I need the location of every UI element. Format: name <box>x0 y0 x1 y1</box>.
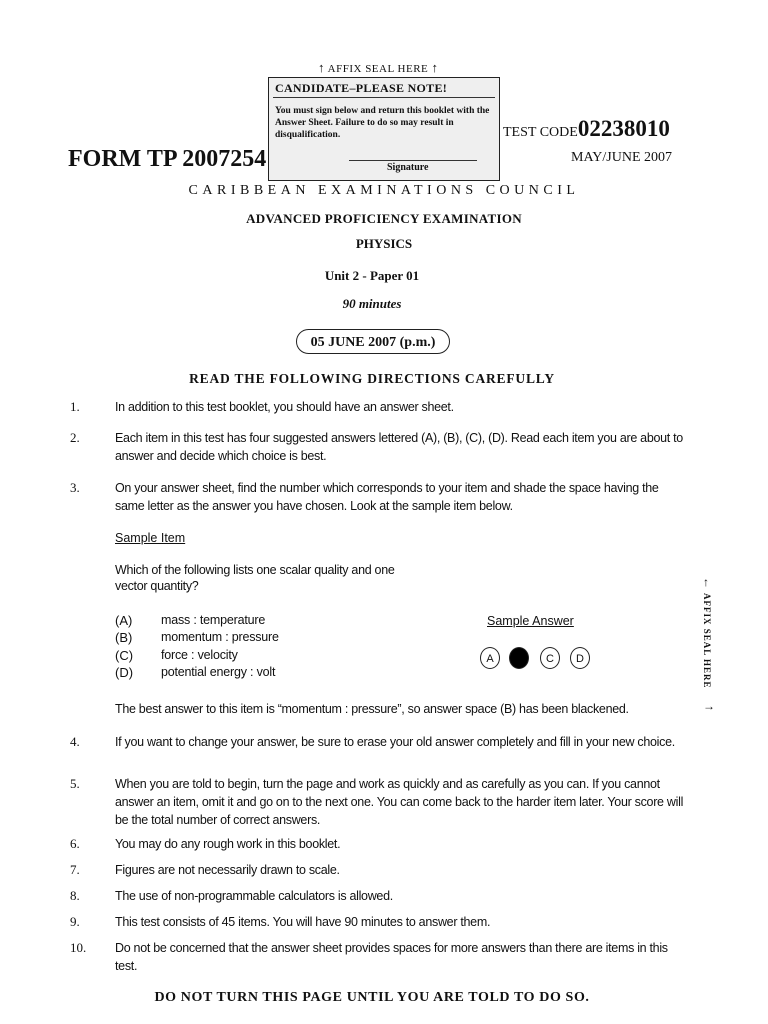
direction-number: 10. <box>70 940 87 955</box>
test-code-label: TEST CODE <box>503 125 578 140</box>
direction-text: If you want to change your answer, be sure to erase your old answer completely and fill in your new choice. <box>115 735 675 749</box>
direction-number: 7. <box>70 862 80 877</box>
arrow-up-icon: ↑ <box>431 60 439 75</box>
direction-number: 6. <box>70 836 80 851</box>
unit-title: Unit 2 - Paper 01 <box>324 268 420 283</box>
form-number: FORM TP 2007254 <box>68 146 267 172</box>
direction-number: 9. <box>70 914 80 929</box>
option-text: mass : temperature <box>161 613 266 627</box>
option-letter: (A) <box>115 613 133 628</box>
answer-bubble-b-filled[interactable] <box>509 647 529 669</box>
sample-explanation: The best answer to this item is “momentum : pressure”, so answer space (B) has been blackened. <box>115 702 629 716</box>
direction-text: On your answer sheet, find the number which corresponds to your item and shade the space having the same letter as the answer you have chosen. Look at the sample item below. <box>115 481 659 513</box>
side-seal-label <box>694 575 724 715</box>
direction-text: Figures are not necessarily drawn to scale. <box>115 863 340 877</box>
arrow-up-icon: ↑ <box>318 60 325 75</box>
arrow-right-icon: → <box>703 699 715 713</box>
notice-title: CANDIDATE–PLEASE NOTE! <box>275 81 448 95</box>
direction-text: Each item in this test has four suggested answers lettered (A), (B), (C), (D). Read each item you are about to answer and decide which choice is best. <box>115 431 683 463</box>
arrow-up-icon: ↑ <box>703 575 709 589</box>
answer-bubbles <box>480 647 590 671</box>
exam-title: ADVANCED PROFICIENCY EXAMINATION <box>246 211 522 226</box>
footer-instruction: DO NOT TURN THIS PAGE UNTIL YOU ARE TOLD TO DO SO. <box>154 990 590 1005</box>
option-text: force : velocity <box>161 648 238 662</box>
candidate-notice-box <box>268 77 500 181</box>
direction-text: You may do any rough work in this booklet. <box>115 837 341 851</box>
direction-number: 1. <box>70 399 80 414</box>
direction-number: 4. <box>70 734 80 749</box>
direction-number: 5. <box>70 776 80 791</box>
sample-question: Which of the following lists one scalar quality and one vector quantity? <box>115 563 395 593</box>
direction-text: The use of non-programmable calculators is allowed. <box>115 889 393 903</box>
direction-text: This test consists of 45 items. You will have 90 minutes to answer them. <box>115 915 491 929</box>
option-text: momentum : pressure <box>161 630 279 644</box>
option-letter: (C) <box>115 648 134 663</box>
answer-bubble-a[interactable]: A <box>480 647 500 669</box>
notice-body: You must sign below and return this booklet with the Answer Sheet. Failure to do so may result in disqualification. <box>275 106 490 140</box>
duration: 90 minutes <box>342 296 402 311</box>
answer-bubble-d[interactable]: D <box>570 647 590 669</box>
side-seal-text: AFFIX SEAL HERE <box>702 593 712 689</box>
subject-title: PHYSICS <box>355 236 413 251</box>
signature-label: Signature <box>387 162 429 173</box>
option-text: potential energy : volt <box>161 665 276 679</box>
direction-number: 8. <box>70 888 80 903</box>
answer-bubble-c[interactable]: C <box>540 647 560 669</box>
test-code-value: 02238010 <box>577 116 670 141</box>
divider <box>273 97 495 98</box>
exam-session: MAY/JUNE 2007 <box>571 150 672 165</box>
affix-seal-label: ↑ AFFIX SEAL HERE ↑ <box>318 60 439 75</box>
option-letter: (B) <box>115 630 133 645</box>
exam-date: 05 JUNE 2007 (p.m.) <box>296 329 450 354</box>
directions-heading: READ THE FOLLOWING DIRECTIONS CAREFULLY <box>189 371 555 386</box>
signature-line[interactable] <box>349 160 477 161</box>
sample-item-label: Sample Item <box>115 531 186 545</box>
direction-number: 3. <box>70 480 80 495</box>
direction-text: When you are told to begin, turn the page and work as quickly and as carefully as you can. If you cannot answer an item, omit it and go on to the next one. You can come back to the harder item later. Your score will be the total number of correct answers. <box>115 777 684 827</box>
council-title: CARIBBEAN EXAMINATIONS COUNCIL <box>188 183 580 198</box>
test-code <box>503 116 670 142</box>
sample-answer-label: Sample Answer <box>487 614 574 628</box>
direction-text: In addition to this test booklet, you should have an answer sheet. <box>115 400 454 414</box>
direction-number: 2. <box>70 430 80 445</box>
option-letter: (D) <box>115 665 134 680</box>
direction-text: Do not be concerned that the answer sheet provides spaces for more answers than there are items in this test. <box>115 941 668 973</box>
